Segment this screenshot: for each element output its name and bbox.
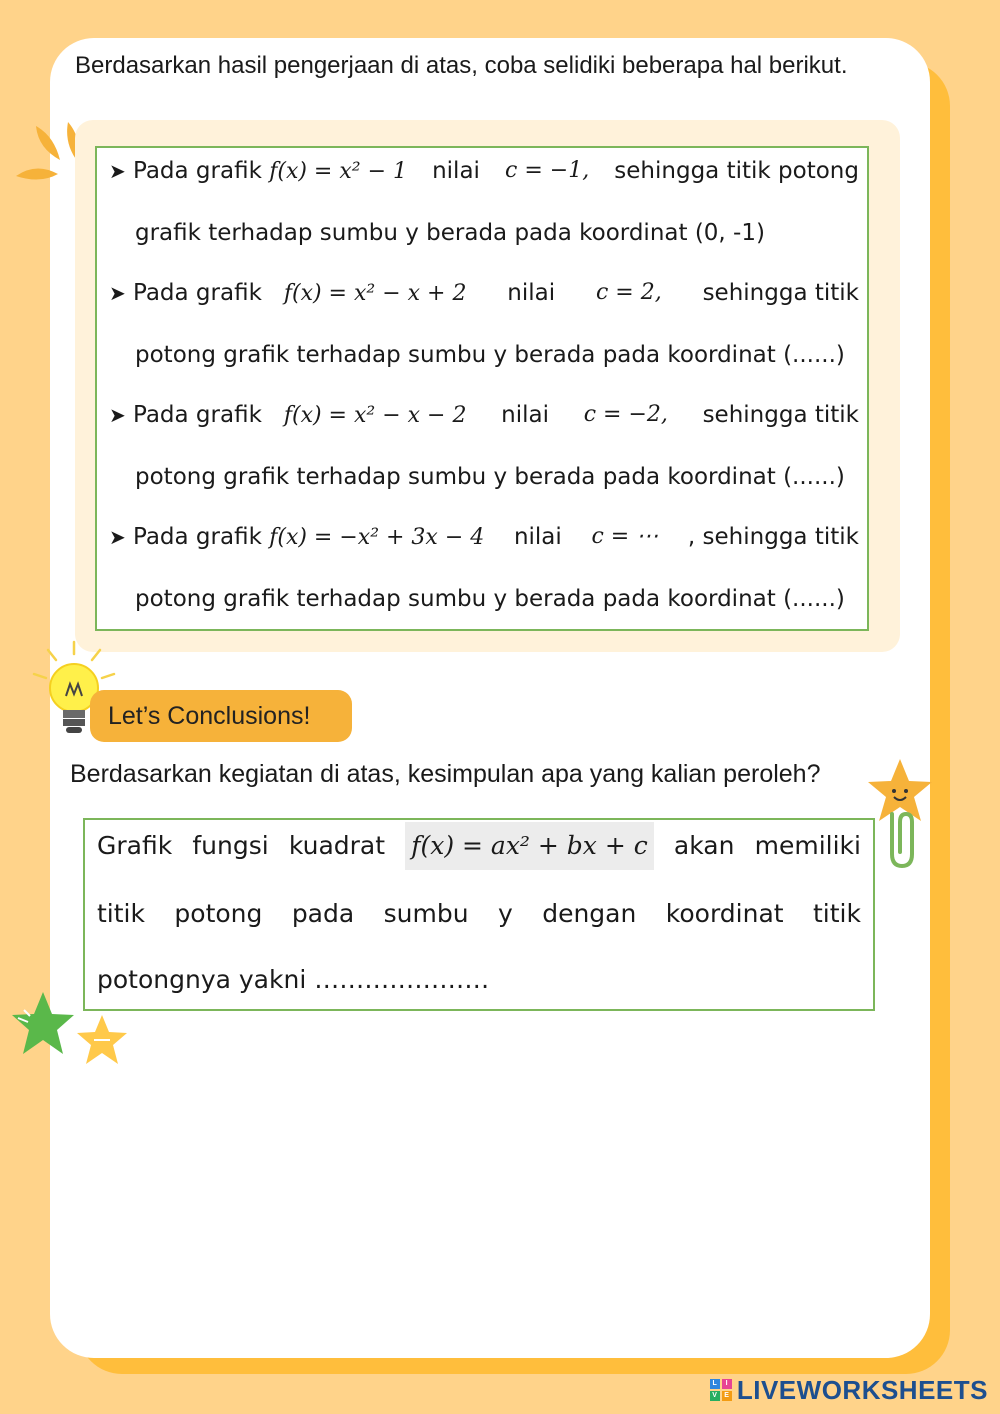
yellow-star-icon xyxy=(74,1012,130,1068)
conclusion-line-1: Grafik fungsi kuadrat f(x) = ax² + bx + c akan memiliki xyxy=(97,826,861,866)
example-item-1: ➤ Pada grafik f(x) = x² − 1 nilai c = −1, sehingga titik potong grafik terhadap sumbu y berada pada koordinat (0, -1) xyxy=(109,158,859,246)
conclusion-line-2: titik potong pada sumbu y dengan koordinat titik xyxy=(97,899,861,928)
example-line: grafik terhadap sumbu y berada pada koordinat (0, -1) xyxy=(135,220,765,246)
general-formula: f(x) = ax² + bx + c xyxy=(405,822,654,870)
function-formula: f(x) = −x² + 3x − 4 xyxy=(269,525,485,550)
arrow-bullet-icon: ➤ xyxy=(109,159,126,183)
example-line: potong grafik terhadap sumbu y berada pada koordinat (......) xyxy=(135,464,845,490)
arrow-bullet-icon: ➤ xyxy=(109,403,126,427)
conclusion-label: Let’s Conclusions! xyxy=(90,690,352,742)
intro-text: Berdasarkan hasil pengerjaan di atas, coba selidiki beberapa hal berikut. xyxy=(75,52,848,79)
answer-blank[interactable]: c = ⋯ xyxy=(591,524,659,549)
brand-logo: L I V E LIVEWORKSHEETS xyxy=(710,1375,988,1405)
brand-mark-icon: L I V E xyxy=(710,1379,732,1401)
question-text: Berdasarkan kegiatan di atas, kesimpulan apa yang kalian peroleh? xyxy=(70,760,821,788)
example-item-2: ➤ Pada grafik f(x) = x² − x + 2 nilai c = 2, sehingga titik potong grafik terhadap sumbu y berada pada koordinat (......) xyxy=(109,280,859,368)
conclusion-box xyxy=(83,818,875,1011)
function-formula: f(x) = x² − x − 2 xyxy=(283,403,467,428)
example-item-3: ➤ Pada grafik f(x) = x² − x − 2 nilai c = −2, sehingga titik potong grafik terhadap sumbu y berada pada koordinat (......) xyxy=(109,402,859,490)
examples-box xyxy=(95,146,869,631)
function-formula: f(x) = x² − 1 xyxy=(269,159,407,184)
paperclip-icon xyxy=(880,808,920,872)
conclusion-answer-blank[interactable]: potongnya yakni ………………… xyxy=(97,965,490,994)
example-item-4: ➤ Pada grafik f(x) = −x² + 3x − 4 nilai c = ⋯ , sehingga titik potong grafik terhadap sumbu y berada pada koordinat (......) xyxy=(109,524,859,612)
arrow-bullet-icon: ➤ xyxy=(109,525,126,549)
example-line: potong grafik terhadap sumbu y berada pada koordinat (......) xyxy=(135,586,845,612)
function-formula: f(x) = x² − x + 2 xyxy=(283,281,467,306)
example-line: potong grafik terhadap sumbu y berada pada koordinat (......) xyxy=(135,342,845,368)
arrow-bullet-icon: ➤ xyxy=(109,281,126,305)
green-star-icon xyxy=(10,988,76,1058)
